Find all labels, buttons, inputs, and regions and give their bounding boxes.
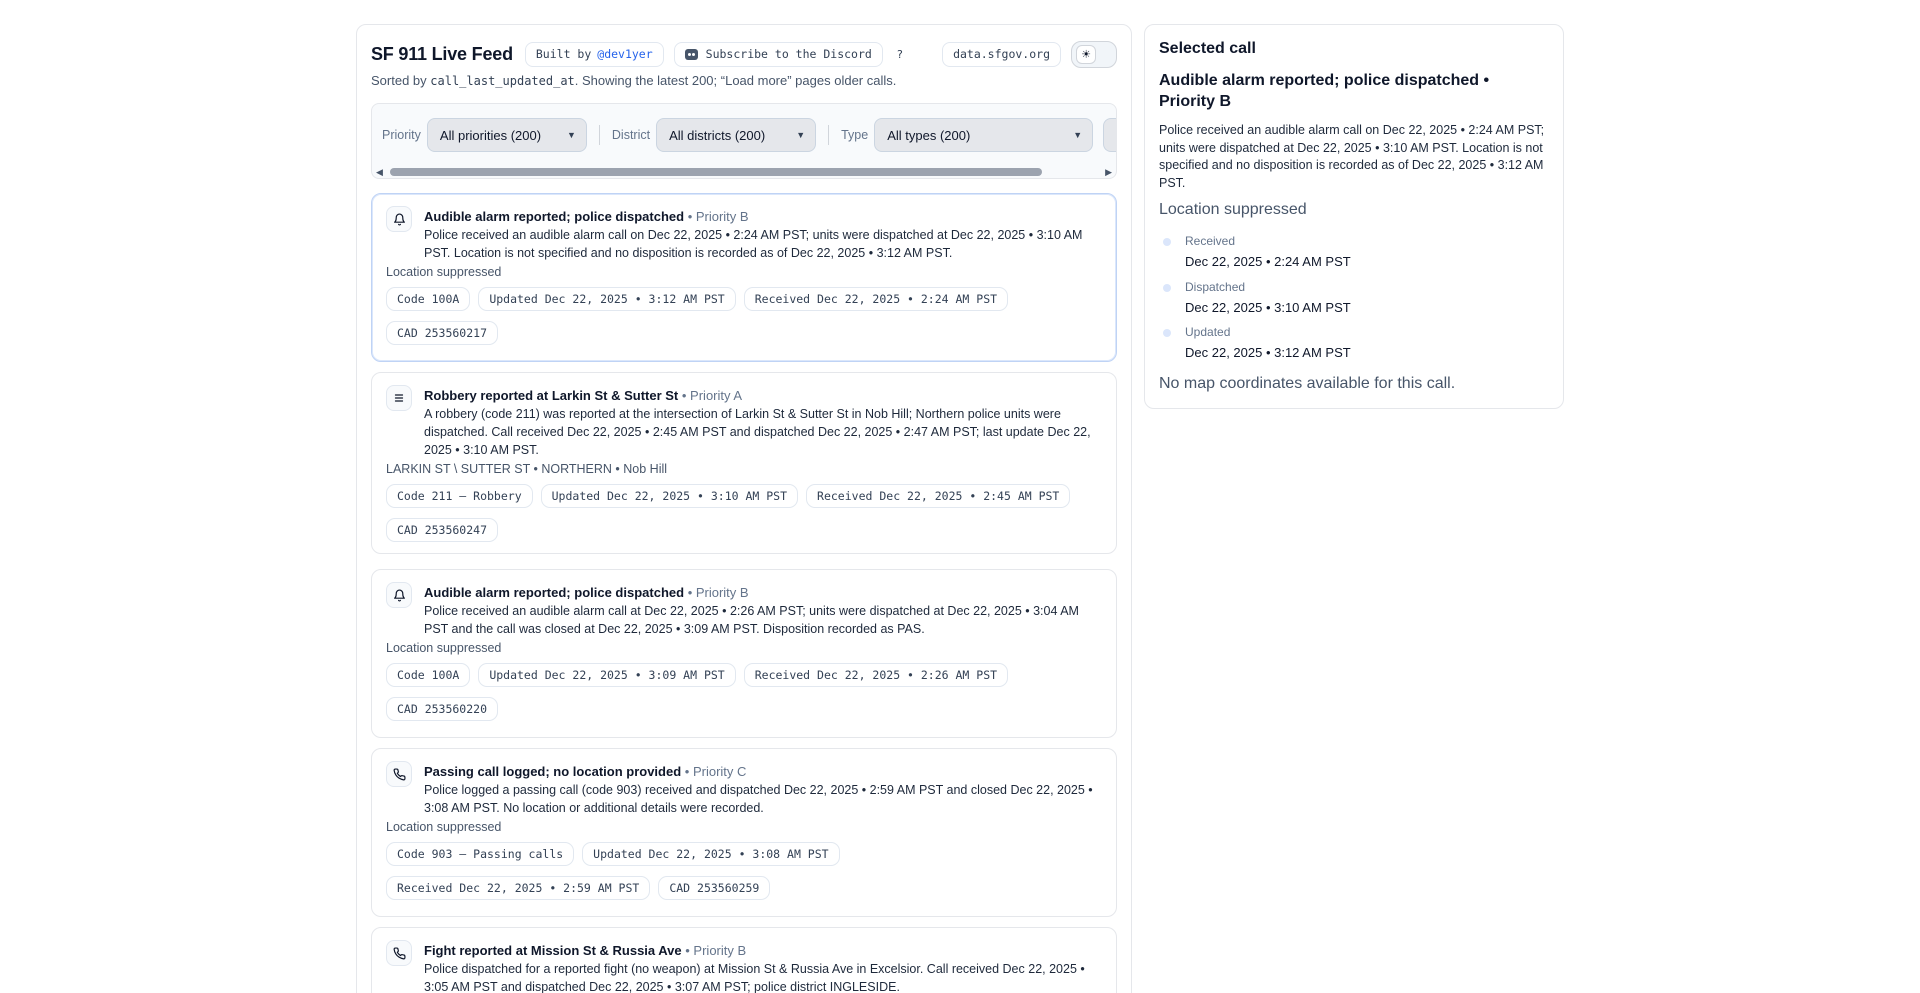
call-card[interactable] (371, 569, 1117, 738)
selected-call-location: Location suppressed (1159, 201, 1307, 218)
priority-label: • Priority A (681, 388, 743, 403)
theme-toggle[interactable] (1071, 41, 1117, 68)
selected-call-description: Police received an audible alarm call on Dec 22, 2025 • 2:24 AM PST; units were dispatched at Dec 22, 2025 • 3:10 AM PST. Location is not specified and no disposition is recorded as of Dec 22, 2025 • 3:12 AM PST. (1159, 123, 1545, 190)
overflow-filter-select[interactable] (1103, 118, 1117, 152)
selected-call-title: Audible alarm reported; police dispatched • Priority B (1159, 72, 1490, 110)
call-card[interactable] (371, 372, 1117, 554)
call-card[interactable] (371, 927, 1117, 993)
scrollbar-thumb[interactable] (390, 168, 1042, 176)
tag-row (386, 663, 1102, 721)
priority-filter-label: Priority (382, 128, 421, 142)
header-bar (371, 39, 1117, 69)
phone-icon (386, 761, 412, 787)
type-select[interactable]: All types (200) ▼ (874, 118, 1093, 152)
chevron-down-icon: ▼ (566, 130, 576, 140)
updated-tag: Updated Dec 22, 2025 • 3:09 AM PST (478, 663, 735, 687)
call-location: Location suppressed (386, 820, 502, 834)
received-tag: Received Dec 22, 2025 • 2:24 AM PST (744, 287, 1008, 311)
selected-call-panel (1144, 24, 1564, 409)
no-map-message: No map coordinates available for this call. (1159, 374, 1456, 392)
updated-tag: Updated Dec 22, 2025 • 3:10 AM PST (541, 484, 798, 508)
timeline-dot (1163, 284, 1171, 292)
call-description: Police dispatched for a reported fight (no weapon) at Mission St & Russia Ave in Excelsior. Call received Dec 22, 2025 • 3:05 AM PST and dispatched Dec 22, 2025 • 3:07 AM PST; police district INGLESIDE. (424, 962, 1085, 993)
call-title: Fight reported at Mission St & Russia Ave • Priority B (424, 943, 747, 958)
cad-tag: CAD 253560259 (658, 876, 770, 900)
sort-field: call_last_updated_at (430, 74, 575, 88)
cad-tag: CAD 253560247 (386, 518, 498, 542)
priority-label: • Priority B (687, 585, 749, 600)
call-description: Police received an audible alarm call on Dec 22, 2025 • 2:24 AM PST; units were dispatched at Dec 22, 2025 • 3:10 AM PST. Location is not specified and no disposition is recorded as of Dec 22, 2025 • 3:12 AM PST. (424, 228, 1083, 260)
updated-tag: Updated Dec 22, 2025 • 3:12 AM PST (478, 287, 735, 311)
received-tag: Received Dec 22, 2025 • 2:59 AM PST (386, 876, 650, 900)
call-title: Audible alarm reported; police dispatched • Priority B (424, 585, 749, 600)
priority-select[interactable]: All priorities (200) ▼ (427, 118, 587, 152)
timeline-dot (1163, 329, 1171, 337)
received-tag: Received Dec 22, 2025 • 2:26 AM PST (744, 663, 1008, 687)
district-select[interactable]: All districts (200) ▼ (656, 118, 816, 152)
tag-row (386, 842, 1102, 900)
cad-tag: CAD 253560220 (386, 697, 498, 721)
phone-icon (386, 940, 412, 966)
timeline-dot (1163, 238, 1171, 246)
call-card[interactable] (371, 748, 1117, 917)
divider (599, 125, 600, 145)
call-description: Police received an audible alarm call at Dec 22, 2025 • 2:26 AM PST; units were dispatched at Dec 22, 2025 • 3:04 AM PST and the call was closed at Dec 22, 2025 • 3:09 AM PST. Disposition recorded as PAS. (424, 604, 1079, 636)
bell-icon (386, 206, 412, 232)
type-filter-label: Type (841, 128, 869, 142)
priority-label: • Priority B (687, 209, 749, 224)
updated-tag: Updated Dec 22, 2025 • 3:08 AM PST (582, 842, 839, 866)
bell-icon (386, 582, 412, 608)
priority-label: • Priority C (684, 764, 747, 779)
call-title: Audible alarm reported; police dispatched • Priority B (424, 209, 749, 224)
app-title: SF 911 Live Feed (371, 43, 513, 64)
scroll-left-icon[interactable]: ◀ (376, 167, 383, 177)
discord-icon (685, 49, 698, 60)
discord-label: Subscribe to the Discord (705, 47, 872, 61)
code-tag: Code 211 — Robbery (386, 484, 533, 508)
district-filter-label: District (611, 128, 651, 142)
call-location: Location suppressed (386, 265, 502, 279)
sort-subtitle: Sorted by call_last_updated_at. Showing the latest 200; “Load more” pages older calls. (371, 73, 897, 88)
chevron-down-icon: ▼ (796, 130, 806, 140)
built-by-pill[interactable] (525, 42, 664, 67)
code-tag: Code 100A (386, 287, 470, 311)
tag-row (386, 484, 1102, 542)
author-link[interactable]: @dev1yer (597, 47, 653, 61)
divider (828, 125, 829, 145)
priority-label: • Priority B (685, 943, 747, 958)
call-location: Location suppressed (386, 641, 502, 655)
code-tag: Code 903 — Passing calls (386, 842, 574, 866)
selected-call-heading: Selected call (1159, 40, 1256, 57)
help-button[interactable]: ? (896, 47, 904, 61)
built-by-label: Built by (535, 47, 592, 61)
discord-subscribe-button[interactable] (674, 42, 883, 67)
timeline-item-dispatched: Dispatched Dec 22, 2025 • 3:10 AM PST (1159, 280, 1549, 326)
call-location: LARKIN ST \ SUTTER ST • NORTHERN • Nob Hill (386, 462, 668, 476)
filter-bar (371, 103, 1117, 179)
call-description: Police logged a passing call (code 903) received and dispatched Dec 22, 2025 • 2:59 AM PST and closed Dec 22, 2025 • 3:08 AM PST. No location or additional details were recorded. (424, 783, 1093, 815)
call-card[interactable] (371, 193, 1117, 362)
scroll-right-icon[interactable]: ▶ (1105, 167, 1112, 177)
call-title: Robbery reported at Larkin St & Sutter St • Priority A (424, 388, 743, 403)
call-title: Passing call logged; no location provided • Priority C (424, 764, 747, 779)
code-tag: Code 100A (386, 663, 470, 687)
sun-icon: ☀ (1076, 45, 1096, 64)
filter-scrollbar[interactable] (372, 164, 1116, 178)
list-icon (386, 385, 412, 411)
data-source-link[interactable]: data.sfgov.org (942, 42, 1061, 67)
timeline-item-received: Received Dec 22, 2025 • 2:24 AM PST (1159, 234, 1549, 280)
feed-panel (356, 24, 1132, 993)
received-tag: Received Dec 22, 2025 • 2:45 AM PST (806, 484, 1070, 508)
call-description: A robbery (code 211) was reported at the intersection of Larkin St & Sutter St in Nob Hill; Northern police units were dispatched. Call received Dec 22, 2025 • 2:45 AM PST and dispatched Dec 22, 2025 • 2:47 AM PST; last update Dec 22, 2025 • 3:10 AM PST. (424, 407, 1091, 457)
tag-row (386, 287, 1102, 345)
timeline-item-updated: Updated Dec 22, 2025 • 3:12 AM PST (1159, 325, 1549, 371)
cad-tag: CAD 253560217 (386, 321, 498, 345)
call-timeline (1159, 234, 1549, 371)
chevron-down-icon: ▼ (1073, 130, 1083, 140)
